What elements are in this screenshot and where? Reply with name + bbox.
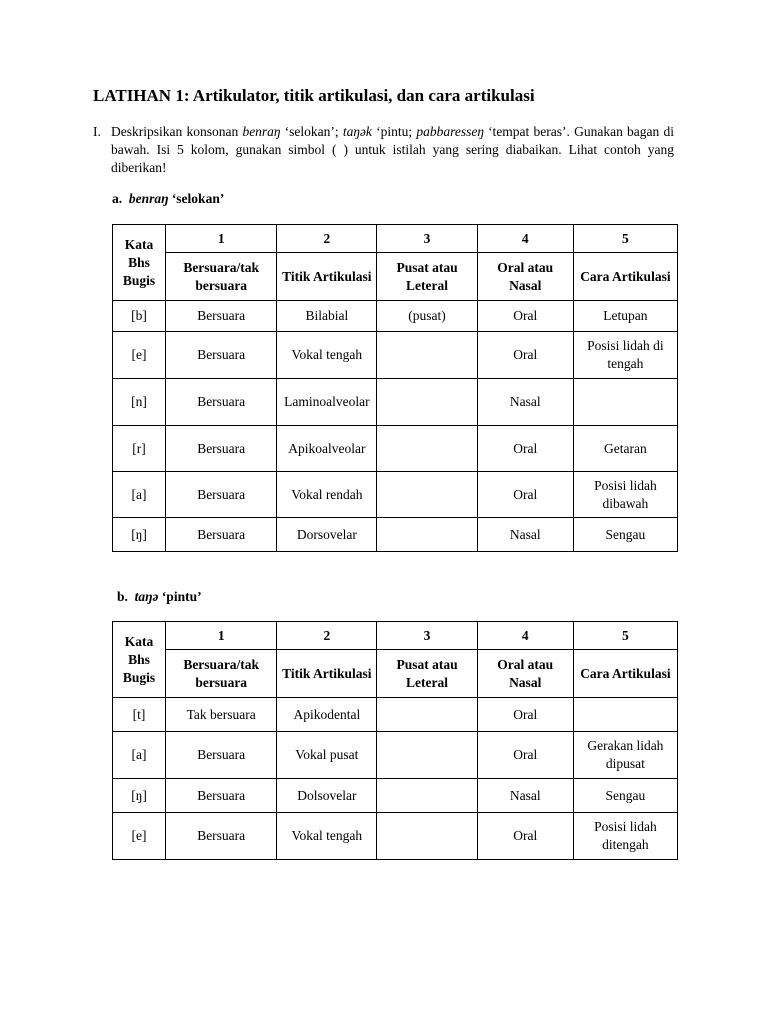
table-cell — [573, 379, 677, 426]
header-label: Pusat atau Leteral — [377, 253, 477, 301]
table-cell: Vokal rendah — [277, 472, 377, 518]
header-number: 4 — [477, 622, 573, 650]
table-cell: Laminoalveolar — [277, 379, 377, 426]
table-cell: Bersuara — [166, 301, 277, 332]
table-cell: Sengau — [573, 779, 677, 813]
header-number: 2 — [277, 622, 377, 650]
header-label: Bersuara/tak bersuara — [166, 253, 277, 301]
table-cell: Oral — [477, 813, 573, 860]
table-row — [113, 379, 678, 426]
instruction-text-part: ‘selokan’; — [280, 124, 343, 139]
header-number: 4 — [477, 225, 573, 253]
table-cell: Bersuara — [166, 332, 277, 379]
table-row — [113, 426, 678, 472]
table-cell: Dorsovelar — [277, 518, 377, 552]
table-cell: Bersuara — [166, 813, 277, 860]
table-b — [112, 621, 678, 860]
table-row — [113, 698, 678, 732]
table-cell: Nasal — [477, 379, 573, 426]
table-cell — [377, 732, 477, 779]
table-cell: Oral — [477, 426, 573, 472]
phoneme-cell: [e] — [113, 332, 166, 379]
table-cell: Posisi lidah di tengah — [573, 332, 677, 379]
header-label: Cara Artikulasi — [573, 650, 677, 698]
table-row — [113, 779, 678, 813]
header-kata: Kata Bhs Bugis — [113, 225, 166, 301]
phoneme-cell: [a] — [113, 472, 166, 518]
phoneme-cell: [t] — [113, 698, 166, 732]
phoneme-cell: [a] — [113, 732, 166, 779]
instruction-text-part: Deskripsikan konsonan — [111, 124, 243, 139]
table-b-body — [113, 698, 678, 860]
instruction-text-part: ‘tempat beras’. Gunakan bagan di bawah. Isi 5 kolom, gunakan simbol ( ) untuk istilah yang sering diabaikan. Lihat contoh yang diberikan! — [111, 124, 675, 175]
section-label: b. — [117, 589, 128, 604]
table-row — [113, 732, 678, 779]
table-cell: Nasal — [477, 518, 573, 552]
page-title: LATIHAN 1: Artikulator, titik artikulasi, dan cara artikulasi — [93, 86, 535, 105]
table-cell: Vokal pusat — [277, 732, 377, 779]
table-row — [113, 518, 678, 552]
header-number: 3 — [377, 225, 477, 253]
header-label: Cara Artikulasi — [573, 253, 677, 301]
table-a-body — [113, 301, 678, 552]
table-cell: Bersuara — [166, 732, 277, 779]
table-cell: Gerakan lidah dipusat — [573, 732, 677, 779]
table-row — [113, 332, 678, 379]
phoneme-cell: [ŋ] — [113, 518, 166, 552]
instruction-number: I. — [93, 124, 101, 139]
table-cell: Sengau — [573, 518, 677, 552]
table-cell: Nasal — [477, 779, 573, 813]
section-word: benraŋ — [128, 191, 169, 206]
phoneme-cell: [b] — [113, 301, 166, 332]
header-number: 3 — [377, 622, 477, 650]
table-cell: Bersuara — [166, 379, 277, 426]
table-cell: (pusat) — [377, 301, 477, 332]
table-cell: Posisi lidah dibawah — [573, 472, 677, 518]
table-row — [113, 813, 678, 860]
phoneme-cell: [e] — [113, 813, 166, 860]
table-cell — [377, 472, 477, 518]
header-label: Oral atau Nasal — [477, 253, 573, 301]
table-row — [113, 472, 678, 518]
header-label: Oral atau Nasal — [477, 650, 573, 698]
section-word: taŋə — [134, 589, 159, 604]
header-label: Pusat atau Leteral — [377, 650, 477, 698]
header-label: Titik Artikulasi — [277, 253, 377, 301]
table-cell: Vokal tengah — [277, 813, 377, 860]
header-number: 1 — [166, 225, 277, 253]
table-a — [112, 224, 678, 552]
table-cell: Bersuara — [166, 472, 277, 518]
table-cell: Bilabial — [277, 301, 377, 332]
instruction-paragraph — [93, 123, 674, 177]
header-kata: Kata Bhs Bugis — [113, 622, 166, 698]
table-cell: Oral — [477, 732, 573, 779]
phoneme-cell: [ŋ] — [113, 779, 166, 813]
table-cell: Oral — [477, 301, 573, 332]
table-cell: Oral — [477, 332, 573, 379]
table-cell: Posisi lidah ditengah — [573, 813, 677, 860]
example-word: benraŋ — [242, 124, 281, 139]
table-cell: Oral — [477, 472, 573, 518]
table-cell: Bersuara — [166, 426, 277, 472]
instruction-text-part: ‘pintu; — [371, 124, 417, 139]
header-number: 2 — [277, 225, 377, 253]
table-cell — [377, 779, 477, 813]
example-word: pabbaresseŋ — [416, 124, 484, 139]
header-number: 5 — [573, 622, 677, 650]
table-row — [113, 301, 678, 332]
header-number: 1 — [166, 622, 277, 650]
phoneme-cell: [r] — [113, 426, 166, 472]
table-cell: Apikoalveolar — [277, 426, 377, 472]
section-gloss: ‘pintu’ — [161, 589, 202, 604]
table-cell — [377, 518, 477, 552]
header-label: Titik Artikulasi — [277, 650, 377, 698]
table-cell: Getaran — [573, 426, 677, 472]
table-cell — [377, 813, 477, 860]
example-word: taŋək — [342, 124, 372, 139]
section-a-heading — [112, 191, 224, 207]
table-cell — [377, 332, 477, 379]
header-number: 5 — [573, 225, 677, 253]
table-cell: Letupan — [573, 301, 677, 332]
table-cell: Bersuara — [166, 779, 277, 813]
phoneme-cell: [n] — [113, 379, 166, 426]
table-cell — [573, 698, 677, 732]
header-label: Bersuara/tak bersuara — [166, 650, 277, 698]
table-cell: Bersuara — [166, 518, 277, 552]
instruction-text — [111, 123, 674, 177]
table-cell — [377, 426, 477, 472]
table-cell — [377, 379, 477, 426]
section-b-heading — [117, 589, 202, 605]
table-cell — [377, 698, 477, 732]
section-gloss: ‘selokan’ — [171, 191, 225, 206]
table-cell: Apikodental — [277, 698, 377, 732]
section-label: a. — [112, 191, 123, 206]
table-cell: Oral — [477, 698, 573, 732]
table-cell: Vokal tengah — [277, 332, 377, 379]
table-cell: Dolsovelar — [277, 779, 377, 813]
table-cell: Tak bersuara — [166, 698, 277, 732]
